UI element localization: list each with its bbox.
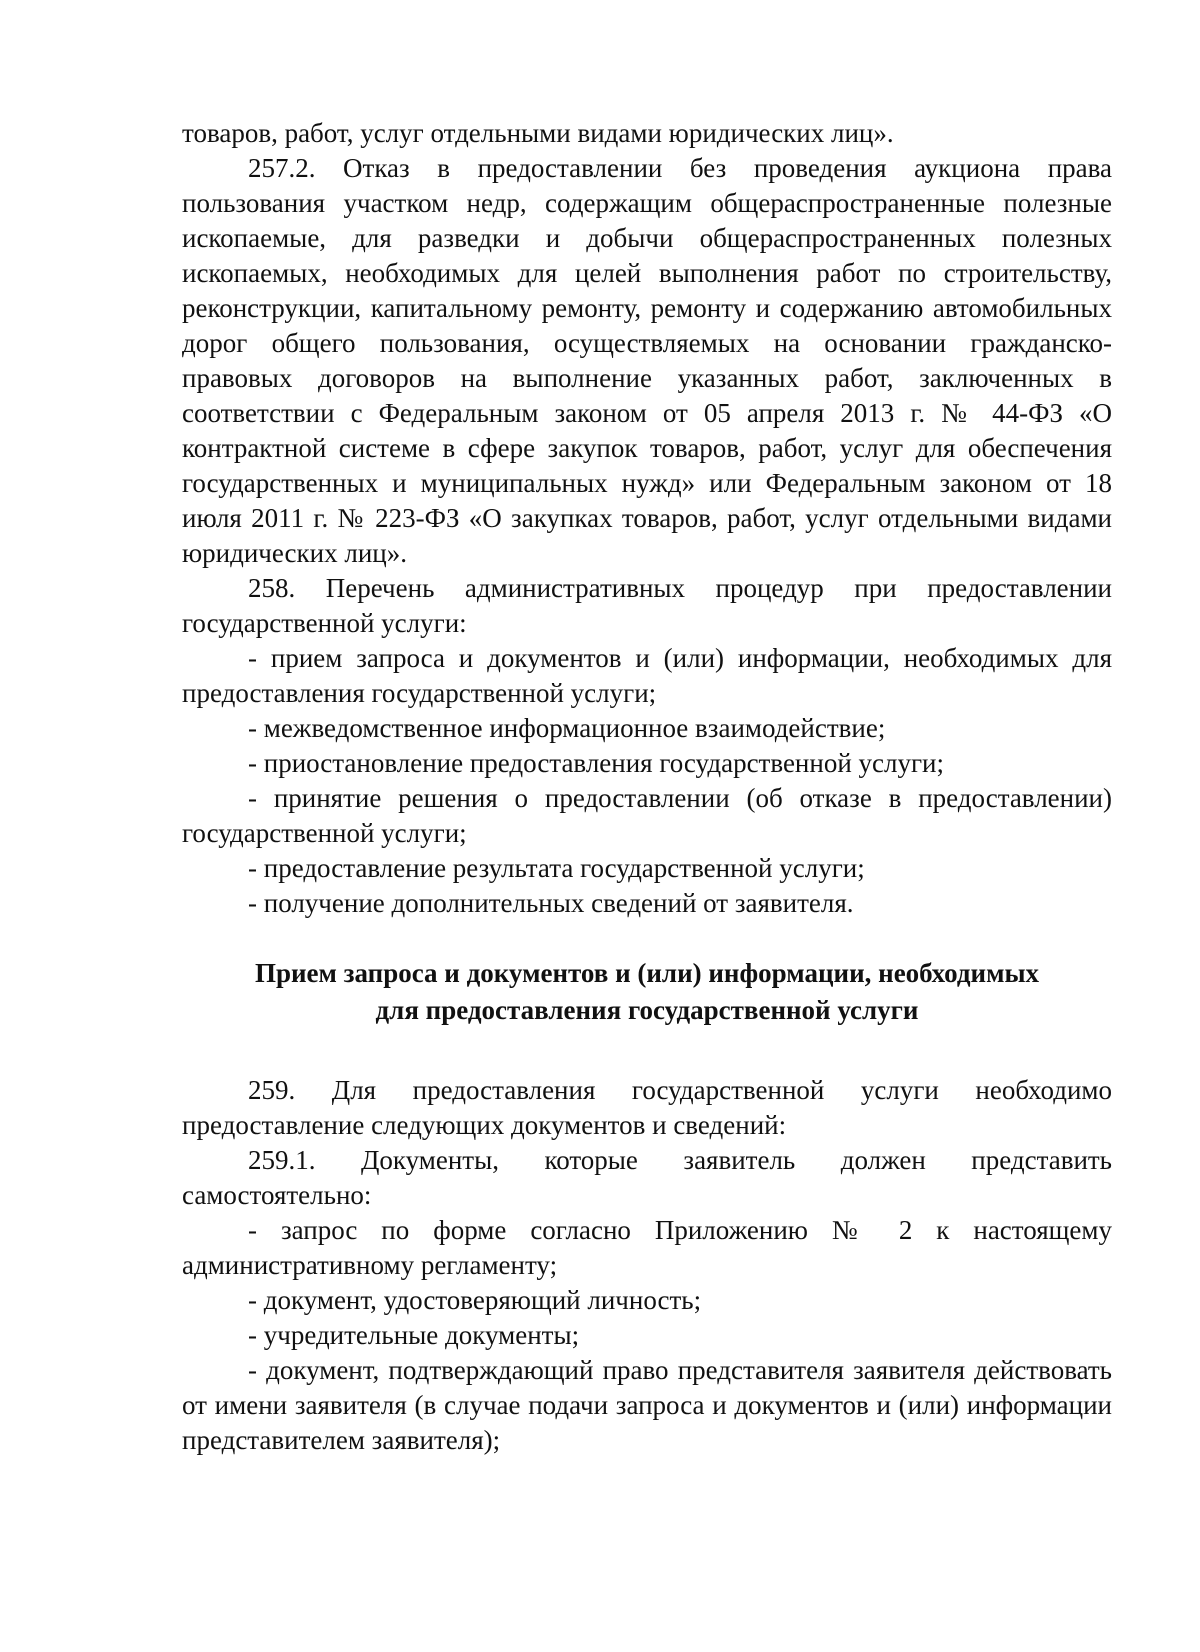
section-heading-line-1: Прием запроса и документов и (или) информации, необходимых bbox=[254, 958, 1040, 988]
list-item: - документ, удостоверяющий личность; bbox=[248, 1285, 702, 1315]
document-body bbox=[182, 116, 1112, 1458]
paragraph-259-1: 259.1. Документы, которые заявитель должен представить самостоятельно: bbox=[182, 1145, 1112, 1210]
paragraph-257-2: 257.2. Отказ в предоставлении без проведения аукциона права пользования участком недр, содержащим общераспространенные полезные ископаемые, для разведки и добычи общераспространенных полезных ископаемых, необходимых для целей выполнения работ по строительству, реконструкции, капитальному ремонту, ремонту и содержанию автомобильных дорог общего пользования, осуществляемых на основании гражданско-правовых договоров на выполнение указанных работ, заключенных в соответствии с Федеральным законом от 05 апреля 2013 г. № 44-ФЗ «О контрактной системе в сфере закупок товаров, работ, услуг для обеспечения государственных и муниципальных нужд» или Федеральным законом от 18 июля 2011 г. № 223-ФЗ «О закупках товаров, работ, услуг отдельными видами юридических лиц». bbox=[182, 153, 1112, 568]
list-item: - документ, подтверждающий право представителя заявителя действовать от имени заявителя (в случае подачи запроса и документов и (или) информации представителем заявителя); bbox=[182, 1355, 1112, 1455]
list-item: - приостановление предоставления государственной услуги; bbox=[248, 748, 945, 778]
list-item: - предоставление результата государственной услуги; bbox=[248, 853, 865, 883]
list-item: - получение дополнительных сведений от заявителя. bbox=[248, 888, 854, 918]
section-heading-line-2: для предоставления государственной услуги bbox=[375, 995, 919, 1025]
paragraph-259: 259. Для предоставления государственной услуги необходимо предоставление следующих документов и сведений: bbox=[182, 1075, 1112, 1140]
list-item: - учредительные документы; bbox=[248, 1320, 580, 1350]
paragraph-258: 258. Перечень административных процедур при предоставлении государственной услуги: bbox=[182, 573, 1112, 638]
list-item: - запрос по форме согласно Приложению № 2 к настоящему административному регламенту; bbox=[182, 1215, 1112, 1280]
section-heading bbox=[182, 955, 1112, 1029]
paragraph-continuation: товаров, работ, услуг отдельными видами юридических лиц». bbox=[182, 118, 894, 148]
list-item: - прием запроса и документов и (или) информации, необходимых для предоставления государственной услуги; bbox=[182, 643, 1112, 708]
list-item: - межведомственное информационное взаимодействие; bbox=[248, 713, 886, 743]
list-item: - принятие решения о предоставлении (об отказе в предоставлении) государственной услуги; bbox=[182, 783, 1112, 848]
